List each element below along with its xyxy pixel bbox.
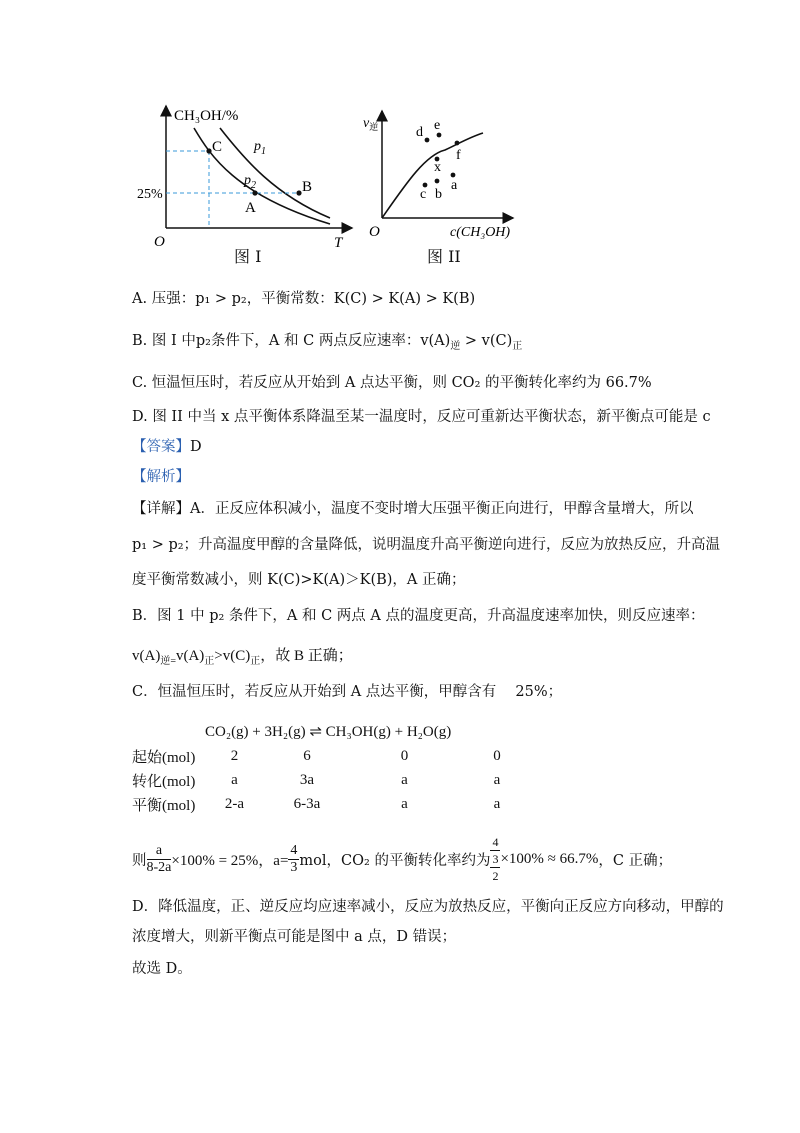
ice-table — [132, 744, 537, 816]
label-x: x — [434, 160, 441, 175]
option-a: A. 压强：p₁ > p₂，平衡常数：K(C) > K(A) > K(B) — [132, 291, 476, 307]
d-line-2: 浓度增大，则新平衡点可能是图中 a 点，D 错误； — [132, 929, 457, 945]
label-b2: b — [435, 187, 442, 202]
table-row: 平衡(mol) 2-a 6-3a a a — [132, 795, 501, 814]
label-d: d — [416, 125, 423, 140]
option-c: C. 恒温恒压时，若反应从开始到 A 点达平衡，则 CO₂ 的平衡转化率约为 66.7% — [132, 375, 652, 391]
fraction: 4 3 2 — [492, 835, 499, 883]
graph2-y-label: $v_逆$ — [363, 116, 379, 132]
graph1-caption: 图 I — [234, 247, 262, 266]
option-d: D. 图 II 中当 x 点平衡体系降温至某一温度时，反应可重新达平衡状态，新平衡点可能是 c — [132, 409, 711, 425]
d-line-3: 故选 D。 — [132, 961, 192, 977]
figure-2 — [355, 105, 525, 245]
table-row: 转化(mol) a 3a a a — [132, 771, 501, 790]
answer — [132, 437, 202, 457]
curve-v-reverse — [382, 133, 483, 218]
point-a2 — [451, 173, 456, 178]
point-b2 — [435, 179, 440, 184]
point-f — [455, 141, 460, 146]
point-a — [252, 190, 257, 195]
detail-line-3: 度平衡常数减小，则 K(C)>K(A)＞K(B)，A 正确； — [132, 572, 466, 588]
label-a2: a — [451, 178, 458, 193]
answer-label: 【答案】 — [132, 439, 190, 455]
graph1-origin: O — [154, 234, 165, 250]
graph1-y-label: CH₃OH/% — [174, 108, 239, 124]
detail-line-1: 【详解】A．正反应体积减小，温度不变时增大压强平衡正向进行，甲醇含量增大，所以 — [132, 501, 694, 517]
graph2-origin: O — [369, 224, 380, 240]
label-p1: $p_1$ — [254, 139, 266, 157]
label-p2: $p_2$ — [244, 173, 256, 191]
label-c2: c — [420, 187, 427, 202]
detail-line-6: C．恒温恒压时，若反应从开始到 A 点达平衡，甲醇含有 25%； — [132, 684, 563, 700]
point-e — [437, 133, 442, 138]
d-line-1: D．降低温度，正、逆反应均应速率减小，反应为放热反应，平衡向正反应方向移动，甲醇的 — [132, 899, 724, 915]
label-e: e — [434, 118, 441, 133]
label-b: B — [302, 179, 313, 195]
detail-line-4: B．图 1 中 p₂ 条件下，A 和 C 两点 A 点的温度更高，升高温度速率加快，则反应速率： — [132, 608, 705, 624]
graph1-y-tick: 25% — [137, 187, 163, 202]
graph2-x-label: c(CH₃OH) — [450, 225, 511, 240]
point-b — [296, 190, 301, 195]
figure-1 — [130, 100, 360, 265]
label-f: f — [456, 148, 461, 163]
calc-line: 则 $\frac{a}{8-2a}$ ×100% = 25%，a= $\frac{4}{3}$ mol，CO₂ 的平衡转化率约为 4 3 2 ×100% ≈ 66.7% ，C 正确； — [132, 835, 673, 883]
reaction-equation: CO₂(g) + 3H₂(g) ⇌ CH₃OH(g) + H₂O(g) — [205, 724, 452, 740]
analysis-label: 【解析】 — [132, 469, 190, 485]
point-d — [425, 138, 430, 143]
graph1-x-label: T — [334, 235, 343, 251]
answer-value: D — [190, 439, 202, 455]
option-b: B. 图 I 中p₂条件下，A 和 C 两点反应速率：$v(A)_逆 > v(C)_正$ — [132, 333, 523, 352]
curve-p1 — [220, 128, 330, 218]
fraction: $\frac{a}{8-2a}$ — [146, 842, 172, 875]
label-a: A — [245, 200, 256, 216]
fraction: $\frac{4}{3}$ — [290, 842, 298, 875]
table-row: 起始(mol) 2 6 0 0 — [132, 747, 501, 766]
graph2-caption: 图 II — [427, 247, 461, 266]
label-c: C — [212, 139, 223, 155]
detail-line-2: p₁ > p₂；升高温度甲醇的含量降低，说明温度升高平衡逆向进行，反应为放热反应，升高温 — [132, 537, 721, 553]
point-c — [206, 148, 211, 153]
detail-line-5: $v(A)_{逆=}v(A)_正>v(C)_正$，故 B 正确； — [132, 648, 353, 667]
